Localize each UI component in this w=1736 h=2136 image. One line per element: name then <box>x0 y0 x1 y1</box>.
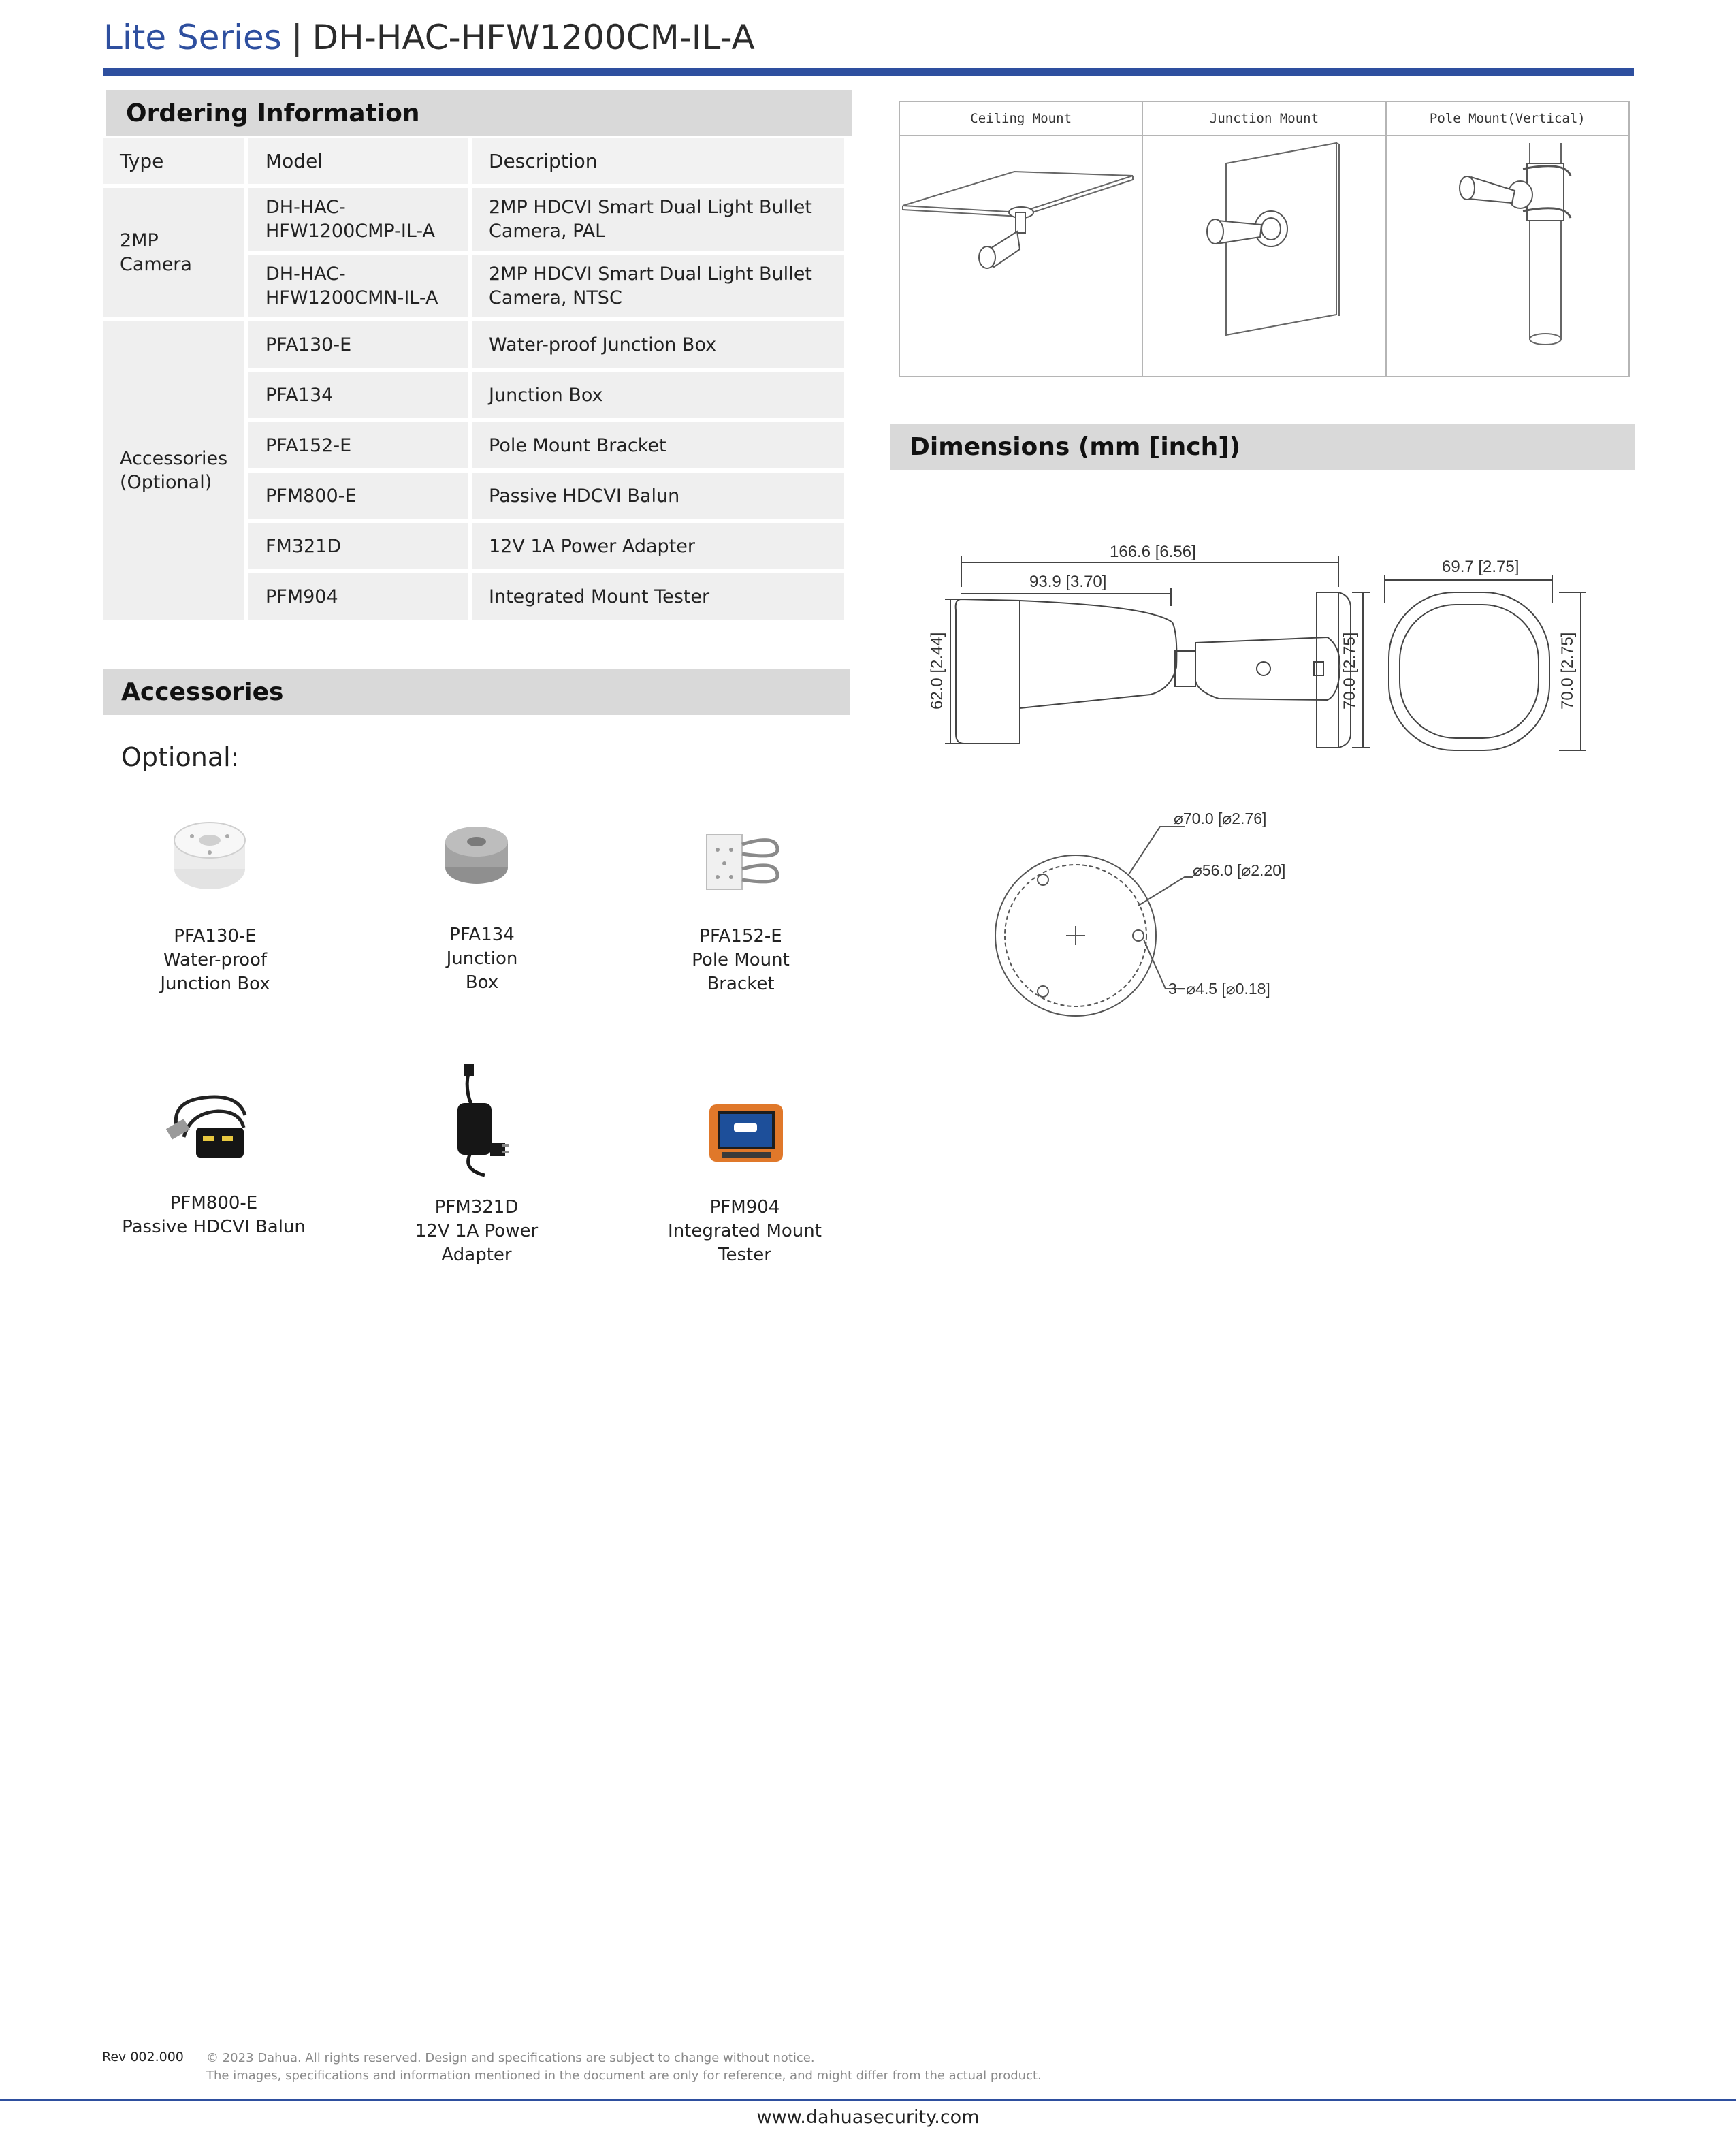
description-cell: Pole Mount Bracket <box>472 422 844 468</box>
column-header-model: Model <box>248 138 468 184</box>
description-cell: 2MP HDCVI Smart Dual Light Bullet Camera, PAL <box>472 188 844 251</box>
description-cell: Water-proof Junction Box <box>472 321 844 368</box>
mount-option-junction <box>1143 102 1386 376</box>
model-cell: DH-HAC-HFW1200CMN-IL-A <box>248 255 468 317</box>
junction-box-white-icon <box>172 821 248 895</box>
model-name: DH-HAC-HFW1200CM-IL-A <box>312 18 755 57</box>
accessory-desc-line: Water-proof <box>163 950 268 970</box>
accessory-model: PFM904 <box>709 1197 780 1217</box>
footer-rule <box>0 2099 1736 2101</box>
pole-mount-drawing <box>1387 136 1628 376</box>
dimension-drawing-side <box>919 531 1634 756</box>
column-header-type: Type <box>103 138 244 184</box>
accessory-desc-line: 12V 1A Power <box>415 1221 539 1241</box>
dim-length: 166.6 [6.56] <box>1110 543 1196 561</box>
legal-line: The images, specifications and information mentioned in the document are only for reference, and might differ from the actual product. <box>206 2069 1042 2083</box>
accessory-model: PFM321D <box>434 1197 519 1217</box>
table-row <box>103 188 844 251</box>
dimensions-heading: Dimensions (mm [inch]) <box>890 424 1635 470</box>
description-cell: Passive HDCVI Balun <box>472 473 844 519</box>
legal-notice <box>206 2050 1042 2085</box>
accessory-desc-line: Pole Mount <box>692 950 790 970</box>
accessory-desc-line: Bracket <box>707 974 775 994</box>
dimension-drawing-base <box>980 803 1334 1021</box>
mount-label: Junction Mount <box>1143 102 1385 136</box>
optional-label: Optional: <box>121 742 240 772</box>
accessory-caption <box>368 1196 585 1267</box>
accessory-model: PFA152-E <box>699 926 782 946</box>
legal-line: © 2023 Dahua. All rights reserved. Design and specifications are subject to change without notice. <box>206 2051 815 2065</box>
accessory-caption <box>373 923 591 995</box>
accessory-desc-line: Passive HDCVI Balun <box>122 1217 306 1237</box>
model-cell: PFM904 <box>248 573 468 620</box>
accessory-caption <box>106 925 324 996</box>
description-cell: 2MP HDCVI Smart Dual Light Bullet Camera, NTSC <box>472 255 844 317</box>
model-cell: PFA134 <box>248 372 468 418</box>
dim-body-length: 93.9 [3.70] <box>1029 573 1107 591</box>
dim-hole-circle: ⌀56.0 [⌀2.20] <box>1193 861 1286 879</box>
dim-front-height: 70.0 [2.75] <box>1558 632 1577 710</box>
accessory-model: PFA134 <box>449 925 515 945</box>
accessory-desc-line: Tester <box>718 1245 771 1265</box>
mount-option-pole <box>1387 102 1628 376</box>
dim-front-width: 69.7 [2.75] <box>1442 558 1520 576</box>
mount-label: Ceiling Mount <box>900 102 1142 136</box>
mount-options-table <box>899 101 1630 377</box>
mount-option-ceiling <box>900 102 1143 376</box>
accessory-caption <box>105 1192 323 1239</box>
junction-box-grey-icon <box>443 824 511 887</box>
accessory-desc-line: Junction <box>446 949 518 969</box>
model-cell: PFM800-E <box>248 473 468 519</box>
ceiling-mount-drawing <box>900 136 1141 376</box>
table-row <box>103 321 844 368</box>
description-cell: 12V 1A Power Adapter <box>472 523 844 569</box>
junction-mount-drawing <box>1143 136 1384 376</box>
pole-mount-bracket-icon <box>704 829 783 893</box>
page-title <box>103 12 755 63</box>
model-cell: FM321D <box>248 523 468 569</box>
type-cell-accessories: Accessories (Optional) <box>103 321 244 620</box>
accessories-heading: Accessories <box>103 669 850 715</box>
title-separator: | <box>291 18 303 57</box>
description-cell: Integrated Mount Tester <box>472 573 844 620</box>
mount-tester-icon <box>708 1102 784 1164</box>
dim-mount-holes: 3−⌀4.5 [⌀0.18] <box>1168 980 1270 998</box>
series-name: Lite Series <box>103 18 282 57</box>
power-adapter-icon <box>443 1062 511 1179</box>
ordering-table <box>99 133 848 624</box>
mount-label: Pole Mount(Vertical) <box>1387 102 1628 136</box>
accessory-model: PFA130-E <box>174 926 257 946</box>
ordering-info-heading: Ordering Information <box>106 90 852 136</box>
dim-base-height: 70.0 [2.75] <box>1340 632 1359 710</box>
accessory-desc-line: Adapter <box>441 1245 512 1265</box>
website-link[interactable]: www.dahuasecurity.com <box>756 2107 980 2128</box>
accessory-caption <box>632 925 850 996</box>
table-header-row <box>103 138 844 184</box>
dim-base-diameter: ⌀70.0 [⌀2.76] <box>1174 810 1267 827</box>
accessory-caption <box>636 1196 854 1267</box>
column-header-description: Description <box>472 138 844 184</box>
model-cell: PFA130-E <box>248 321 468 368</box>
header-rule <box>103 68 1634 76</box>
accessory-desc-line: Junction Box <box>160 974 270 994</box>
type-cell-camera: 2MP Camera <box>103 188 244 317</box>
accessory-model: PFM800-E <box>170 1193 258 1213</box>
model-cell: PFA152-E <box>248 422 468 468</box>
balun-icon <box>163 1088 252 1164</box>
model-cell: DH-HAC-HFW1200CMP-IL-A <box>248 188 468 251</box>
dim-lens-height: 62.0 [2.44] <box>928 632 946 710</box>
accessory-desc-line: Integrated Mount <box>668 1221 822 1241</box>
description-cell: Junction Box <box>472 372 844 418</box>
accessory-desc-line: Box <box>465 972 499 993</box>
revision-label: Rev 002.000 <box>102 2050 184 2065</box>
